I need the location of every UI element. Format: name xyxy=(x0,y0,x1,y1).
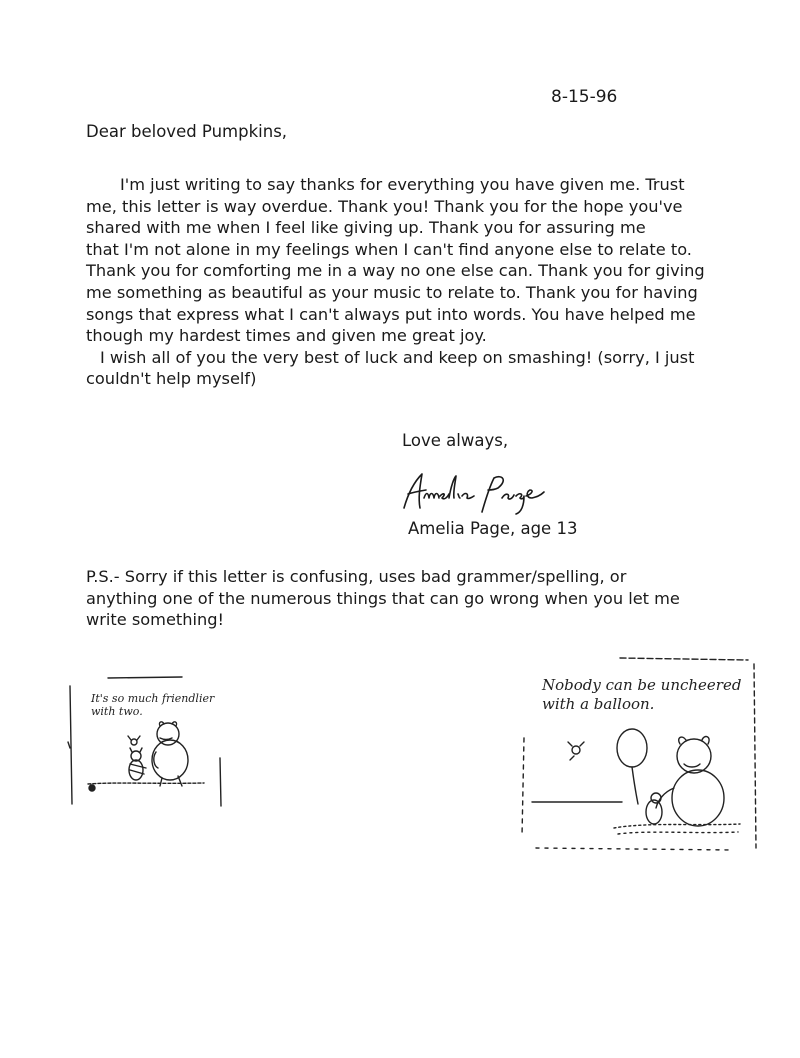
body-line: me something as beautiful as your music to relate to. Thank you for having xyxy=(86,282,698,302)
stamp-left-caption xyxy=(91,692,214,718)
body-line: songs that express what I can't always put into words. You have helped me xyxy=(86,304,696,324)
body-line: though my hardest times and given me great joy. xyxy=(86,326,487,346)
ps-line: P.S.- Sorry if this letter is confusing, uses bad grammer/spelling, or xyxy=(86,567,627,586)
letter-date: 8-15-96 xyxy=(551,87,618,107)
stamp-right-caption xyxy=(542,676,741,714)
ps-line: anything one of the numerous things that can go wrong when you let me xyxy=(86,588,680,608)
body-line: Thank you for comforting me in a way no one else can. Thank you for giving xyxy=(86,261,705,281)
caption-line: with two. xyxy=(91,705,143,718)
body-line: couldn't help myself) xyxy=(86,369,257,389)
letter-postscript xyxy=(86,566,736,631)
body-line: me, this letter is way overdue. Thank you! Thank you for the hope you've xyxy=(86,196,683,216)
body-line: I'm just writing to say thanks for everything you have given me. Trust xyxy=(120,175,685,194)
letter-signer: Amelia Page, age 13 xyxy=(408,519,578,538)
handwritten-signature xyxy=(398,464,558,524)
letter-greeting: Dear beloved Pumpkins, xyxy=(86,122,288,141)
pooh-piglet-stamp xyxy=(64,672,230,810)
letter-body xyxy=(86,174,726,390)
caption-line: with a balloon. xyxy=(542,695,655,713)
body-line: that I'm not alone in my feelings when I can't find anyone else to relate to. xyxy=(86,239,692,259)
caption-line: It's so much friendlier xyxy=(91,692,215,705)
letter-closing: Love always, xyxy=(402,431,509,450)
pooh-balloon-stamp xyxy=(518,652,764,856)
body-line: shared with me when I feel like giving up. Thank you for assuring me xyxy=(86,218,646,238)
body-line: I wish all of you the very best of luck and keep on smashing! (sorry, I just xyxy=(100,347,695,367)
caption-line: Nobody can be uncheered xyxy=(542,676,742,694)
ps-line: write something! xyxy=(86,610,225,630)
